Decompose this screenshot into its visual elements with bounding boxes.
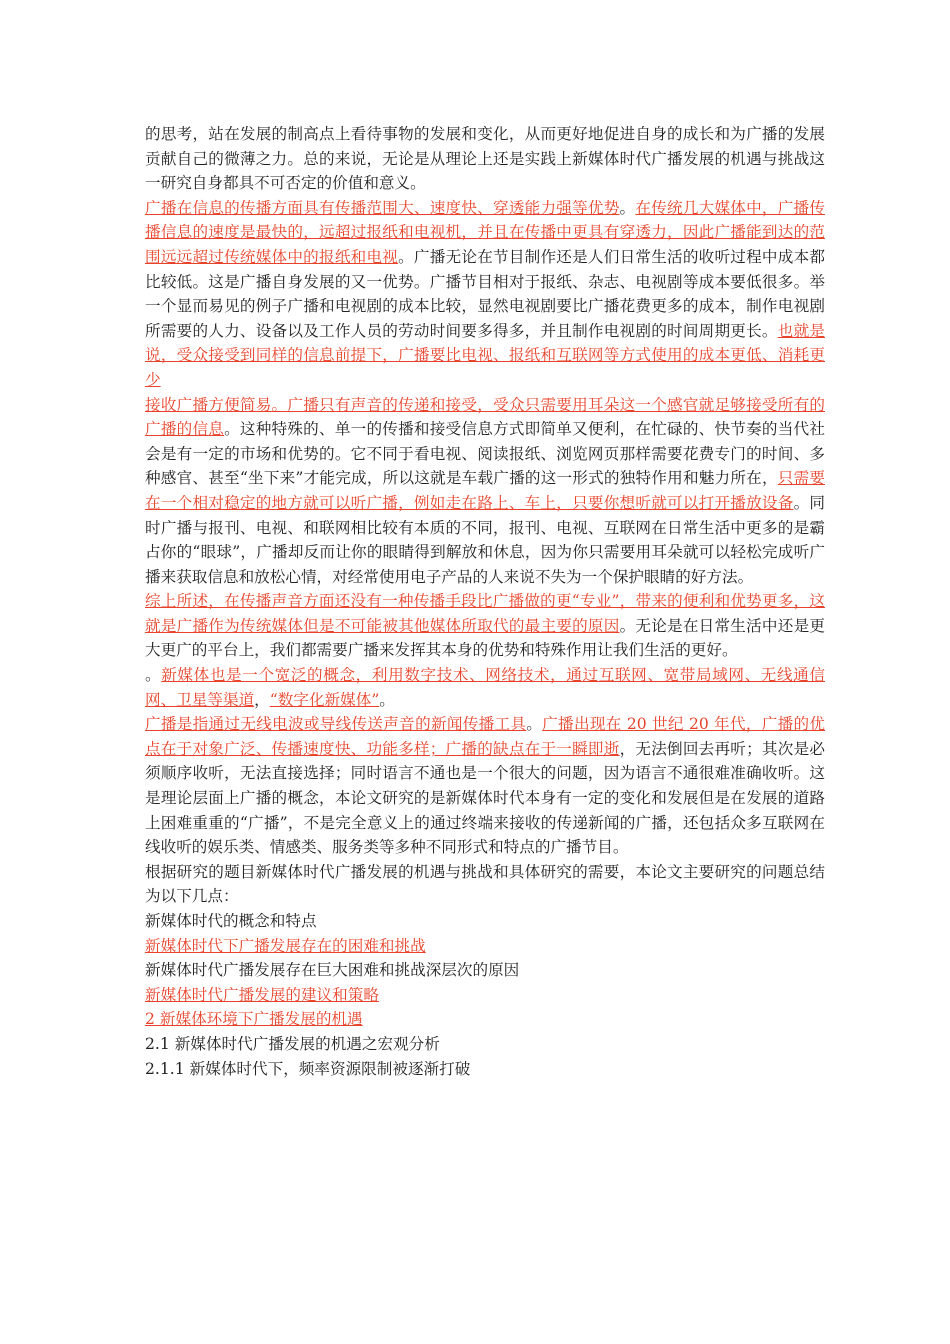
paragraph [145, 122, 825, 196]
highlighted-text: 广播是指通过无线电波或导线传送声音的新闻传播工具 [145, 715, 527, 734]
paragraph [145, 589, 825, 663]
paragraph [145, 1032, 825, 1057]
body-text: 2.1 新媒体时代广播发展的机遇之宏观分析 [145, 1034, 440, 1053]
body-text: 新媒体时代广播发展存在巨大困难和挑战深层次的原因 [145, 961, 520, 980]
body-text: 。 [619, 198, 636, 217]
paragraph [145, 712, 825, 860]
highlighted-text: 在传统几大媒体中，广播传播信息的速度是最快的，远超过报纸和电视机，并且在传播中更具有穿透力，因此广播能到达的范围远远超过传统媒体中的报纸和电视 [145, 198, 825, 266]
body-text: ，无法倒回去再听；其次是必须顺序收听，无法直接选择；同时语言不通也是一个很大的问题，因为语言不通很难准确收听。这是理论层面上广播的概念，本论文研究的是新媒体时代本身有一定的变化和发展但是在发展的道路上困难重重的“广播”，不是完全意义上的通过终端来接收的传递新闻的广播，还包括众多互联网在线收听的娱乐类、情感类、服务类等多种不同形式和特点的广播节目。 [145, 739, 825, 857]
highlighted-text: 新媒体时代广播发展的建议和策略 [145, 985, 379, 1004]
paragraph [145, 934, 825, 959]
document-body [145, 122, 825, 1081]
paragraph [145, 1007, 825, 1032]
highlighted-text: 新媒体也是一个宽泛的概念，利用数字技术、网络技术，通过互联网、宽带局域网、无线通信网、卫星等渠道 [145, 666, 825, 709]
body-text: 。无论是在日常生活中还是更大更广的平台上，我们都需要广播来发挥其本身的优势和特殊作用让我们生活的更好。 [145, 616, 825, 660]
paragraph [145, 196, 825, 393]
body-text: 。 [379, 690, 395, 709]
body-text: 2.1.1 新媒体时代下，频率资源限制被逐渐打破 [145, 1059, 471, 1078]
highlighted-text: 新媒体时代下广播发展存在的困难和挑战 [145, 936, 426, 955]
highlighted-text: “数字化新媒体” [269, 690, 380, 709]
paragraph [145, 663, 825, 712]
paragraph [145, 958, 825, 983]
body-text: ， [254, 690, 270, 709]
body-text: 。 [526, 715, 543, 734]
paragraph [145, 393, 825, 590]
highlighted-text: 综上所述，在传播声音方面还没有一种传播手段比广播做的更“专业”，带来的便利和优势更多，这就是广播作为传统媒体但是不可能被其他媒体所取代的最主要的原因 [145, 592, 825, 635]
body-text: 。 [145, 666, 162, 685]
body-text: 新媒体时代的概念和特点 [145, 912, 317, 930]
body-text: 。广播无论在节目制作还是人们日常生活的收听过程中成本都比较低。这是广播自身发展的又一优势。广播节目相对于报纸、杂志、电视剧等成本要低很多。举一个显而易见的例子广播和电视剧的成本比较，显然电视剧要比广播花费更多的成本，制作电视剧所需要的人力、设备以及工作人员的劳动时间要多得多，并且制作电视剧的时间周期更长。 [145, 247, 825, 340]
paragraph [145, 983, 825, 1008]
paragraph [145, 909, 825, 934]
highlighted-text: 只需要在一个相对稳定的地方就可以听广播，例如走在路上、车上，只要你想听就可以打开播放设备 [145, 469, 825, 512]
body-text: 。这种特殊的、单一的传播和接受信息方式即简单又便利，在忙碌的、快节奏的当代社会是有一定的市场和优势的。它不同于看电视、阅读报纸、浏览网页那样需要花费专门的时间、多种感官、甚至“坐下来”才能完成，所以这就是车载广播的这一形式的独特作用和魅力所在， [145, 420, 825, 488]
highlighted-text: 也就是说，受众接受到同样的信息前提下，广播要比电视、报纸和互联网等方式使用的成本更低、消耗更少 [145, 321, 825, 389]
body-text: 。同时广播与报刊、电视、和联网相比较有本质的不同，报刊、电视、互联网在日常生活中更多的是霸占你的“眼球”，广播却反而让你的眼睛得到解放和休息，因为你只需要用耳朵就可以轻松完成听广播来获取信息和放松心情，对经常使用电子产品的人来说不失为一个保护眼睛的好方法。 [145, 493, 825, 586]
highlighted-text: 广播在信息的传播方面具有传播范围大、速度快、穿透能力强等优势 [145, 198, 620, 217]
highlighted-text: 2 新媒体环境下广播发展的机遇 [145, 1010, 363, 1029]
body-text: 根据研究的题目新媒体时代广播发展的机遇与挑战和具体研究的需要，本论文主要研究的问题总结为以下几点： [145, 862, 825, 906]
paragraph [145, 1057, 825, 1082]
highlighted-text: 接收广播方便简易。广播只有声音的传递和接受，受众只需要用耳朵这一个感官就足够接受所有的广播的信息 [145, 395, 825, 439]
body-text: 的思考，站在发展的制高点上看待事物的发展和变化，从而更好地促进自身的成长和为广播的发展贡献自己的微薄之力。总的来说，无论是从理论上还是实践上新媒体时代广播发展的机遇与挑战这一研究自身都具不可否定的价值和意义。 [145, 125, 825, 193]
highlighted-text: 广播出现在 20 世纪 20 年代，广播的优点在于对象广泛、传播速度快、功能多样；广播的缺点在于一瞬即逝 [145, 715, 825, 758]
paragraph [145, 860, 825, 909]
